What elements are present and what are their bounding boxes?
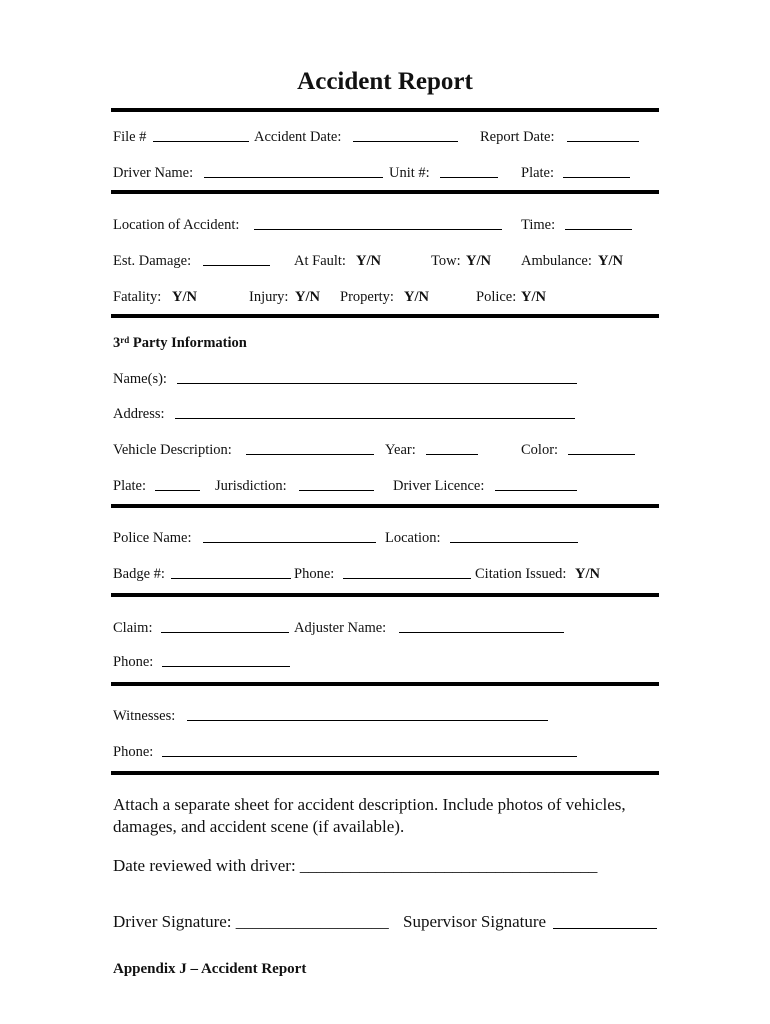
jurisdiction-label: Jurisdiction: (215, 478, 287, 494)
unit-label: Unit #: (389, 165, 430, 181)
police-location-field[interactable] (450, 542, 578, 543)
time-label: Time: (521, 217, 556, 233)
police-location-label: Location: (385, 530, 441, 546)
jurisdiction-field[interactable] (299, 490, 374, 491)
tow-label: Tow: (431, 253, 461, 269)
year-label: Year: (385, 442, 416, 458)
police-name-field[interactable] (203, 542, 376, 543)
names-label: Name(s): (113, 371, 167, 387)
divider (111, 190, 659, 194)
divider (111, 108, 659, 112)
citation-yn[interactable]: Y/N (575, 566, 600, 582)
ambulance-label: Ambulance: (521, 253, 592, 269)
citation-label: Citation Issued: (475, 566, 567, 582)
year-field[interactable] (426, 454, 478, 455)
names-field[interactable] (177, 383, 577, 384)
file-number-field[interactable] (153, 141, 249, 142)
vehicle-description-field[interactable] (246, 454, 374, 455)
tow-yn[interactable]: Y/N (466, 253, 491, 269)
injury-label: Injury: (249, 289, 289, 305)
accident-date-field[interactable] (353, 141, 458, 142)
attach-instructions-line-1: Attach a separate sheet for accident description. Include photos of vehicles, (113, 795, 626, 814)
est-damage-field[interactable] (203, 265, 270, 266)
color-field[interactable] (568, 454, 635, 455)
divider (111, 314, 659, 318)
fatality-yn[interactable]: Y/N (172, 289, 197, 305)
driver-signature-label[interactable]: Driver Signature: __________________ (113, 912, 389, 931)
supervisor-signature-label: Supervisor Signature (403, 912, 547, 931)
address-field[interactable] (175, 418, 575, 419)
claim-field[interactable] (161, 632, 289, 633)
claim-label: Claim: (113, 620, 153, 636)
vehicle-description-label: Vehicle Description: (113, 442, 232, 458)
page-title: Accident Report (297, 68, 473, 95)
at-fault-yn[interactable]: Y/N (356, 253, 381, 269)
claim-phone-label: Phone: (113, 654, 154, 670)
address-label: Address: (113, 406, 165, 422)
est-damage-label: Est. Damage: (113, 253, 192, 269)
property-label: Property: (340, 289, 394, 305)
plate-label: Plate: (521, 165, 555, 181)
police-yn[interactable]: Y/N (521, 289, 546, 305)
witness-phone-field[interactable] (162, 756, 577, 757)
driver-licence-field[interactable] (495, 490, 577, 491)
injury-yn[interactable]: Y/N (295, 289, 320, 305)
divider (111, 504, 659, 508)
divider (111, 682, 659, 686)
appendix-footer: Appendix J – Accident Report (113, 961, 307, 977)
police-phone-field[interactable] (343, 578, 471, 579)
location-field[interactable] (254, 229, 502, 230)
badge-field[interactable] (171, 578, 291, 579)
date-reviewed-label[interactable]: Date reviewed with driver: ___________________________________ (113, 856, 598, 875)
police-name-label: Police Name: (113, 530, 192, 546)
third-party-plate-label: Plate: (113, 478, 147, 494)
police-phone-label: Phone: (294, 566, 335, 582)
plate-field[interactable] (563, 177, 630, 178)
color-label: Color: (521, 442, 559, 458)
driver-name-field[interactable] (204, 177, 383, 178)
at-fault-label: At Fault: (294, 253, 346, 269)
attach-instructions-line-2: damages, and accident scene (if available). (113, 817, 405, 836)
third-party-plate-field[interactable] (155, 490, 200, 491)
property-yn[interactable]: Y/N (404, 289, 429, 305)
report-date-field[interactable] (567, 141, 639, 142)
police-label: Police: (476, 289, 517, 305)
divider (111, 771, 659, 775)
unit-field[interactable] (440, 177, 498, 178)
adjuster-name-field[interactable] (399, 632, 564, 633)
claim-phone-field[interactable] (162, 666, 290, 667)
ambulance-yn[interactable]: Y/N (598, 253, 623, 269)
witnesses-label: Witnesses: (113, 708, 176, 724)
witnesses-field[interactable] (187, 720, 548, 721)
divider (111, 593, 659, 597)
accident-date-label: Accident Date: (254, 129, 342, 145)
badge-label: Badge #: (113, 566, 165, 582)
report-date-label: Report Date: (480, 129, 555, 145)
file-number-label: File # (113, 129, 147, 145)
driver-licence-label: Driver Licence: (393, 478, 485, 494)
time-field[interactable] (565, 229, 632, 230)
adjuster-name-label: Adjuster Name: (294, 620, 387, 636)
location-label: Location of Accident: (113, 217, 240, 233)
witness-phone-label: Phone: (113, 744, 154, 760)
supervisor-signature-field[interactable] (553, 928, 657, 929)
driver-name-label: Driver Name: (113, 165, 194, 181)
fatality-label: Fatality: (113, 289, 162, 305)
third-party-heading: 3rd Party Information (113, 335, 247, 351)
